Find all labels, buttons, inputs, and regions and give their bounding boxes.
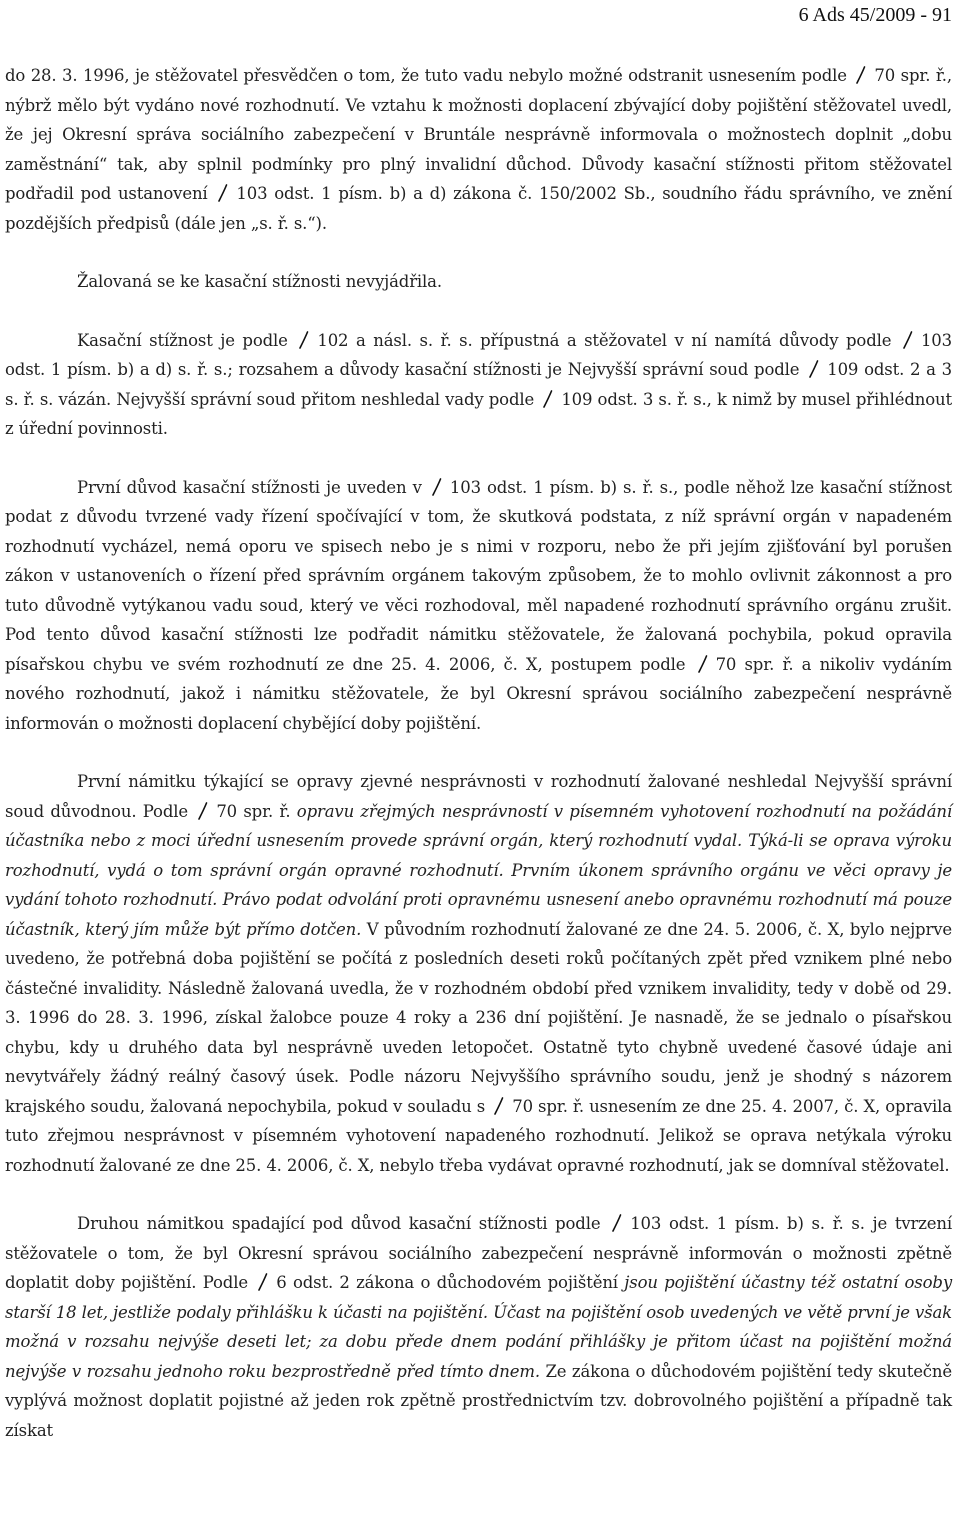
paragraph-sign-icon bbox=[611, 1214, 623, 1232]
paragraph-3 bbox=[5, 326, 952, 444]
quoted-statute-text: jsou pojištění účastny též ostatní osoby starší 18 let, jestliže podaly přihlášku k účasti na pojištění. Účast na pojištění osob uvedených ve větě první je však možná v rozsahu nejvýše deseti let; za dobu přede dnem podání přihlášky je přitom účast na pojištění možná nejvýše v rozsahu jednoho roku bezprostředně před tímto dnem. bbox=[5, 1273, 952, 1381]
body-text: 102 a násl. s. ř. s. přípustná a stěžovatel v ní namítá důvody podle bbox=[317, 330, 899, 350]
body-text: 103 odst. 1 písm. b) s. ř. s. je tvrzení stěžovatele o tom, že byl Okresní správou sociálního zabezpečení nesprávně informován o možnosti zpětně doplatit doby pojištění. Podle bbox=[5, 1214, 952, 1292]
body-text: Ze zákona o důchodovém pojištění tedy skutečně vyplývá možnost doplatit pojistné až jeden rok zpětně prostřednictvím tzv. dobrovolného pojištění a případně tak získat bbox=[5, 1361, 952, 1440]
body-text: 70 spr. ř., nýbrž mělo být vydáno nové rozhodnutí. Ve vztahu k možnosti doplacení zbývající doby pojištění stěžovatel uvedl, že jej Okresní správa sociálního zabezpečení v Bruntále nesprávně informovala o možnostech doplnit „dobu zaměstnání“ tak, aby splnil podmínky pro plný invalidní důchod. Důvody kasační stížnosti přitom stěžovatel podřadil pod ustanovení bbox=[5, 66, 952, 203]
paragraph-sign-icon bbox=[257, 1273, 269, 1291]
paragraph-sign-icon bbox=[697, 655, 709, 673]
paragraph-sign-icon bbox=[855, 66, 867, 84]
body-text: První důvod kasační stížnosti je uveden v bbox=[77, 477, 428, 497]
paragraph-sign-icon bbox=[298, 331, 310, 349]
body-text: Druhou námitkou spadající pod důvod kasační stížnosti podle bbox=[77, 1214, 609, 1233]
body-text: 109 odst. 2 a 3 s. ř. s. vázán. Nejvyšší správní soud přitom neshledal vady podle bbox=[5, 360, 952, 409]
body-text: První námitku týkající se opravy zjevné nesprávnosti v rozhodnutí žalované neshledal Nejvyšší správní soud důvodnou. Podle bbox=[5, 772, 952, 821]
paragraph-sign-icon bbox=[902, 331, 914, 349]
body-text: 103 odst. 1 písm. b) a d) zákona č. 150/2002 Sb., soudního řádu správního, ve znění pozdějších předpisů (dále jen „s. ř. s.“). bbox=[5, 184, 952, 233]
paragraph-sign-icon bbox=[431, 478, 443, 496]
quoted-statute-text: opravu zřejmých nesprávností v písemném vyhotovení rozhodnutí na požádání účastníka nebo z moci úřední usnesením provede správní orgán, který rozhodnutí vydal. Týká-li se oprava výroku rozhodnutí, vydá o tom správní orgán opravné rozhodnutí. Prvním úkonem správního orgánu ve věci opravy je vydání tohoto rozhodnutí. Právo podat odvolání proti opravnému usnesení anebo opravnému rozhodnutí má pouze účastník, který jím může být přímo dotčen. bbox=[5, 801, 952, 939]
paragraph-sign-icon bbox=[493, 1097, 505, 1115]
paragraph-5 bbox=[5, 767, 952, 1180]
body-text: 109 odst. 3 s. ř. s., k nimž by musel přihlédnout z úřední povinnosti. bbox=[5, 389, 952, 438]
body-text: 70 spr. ř. usnesením ze dne 25. 4. 2007, č. X, opravila tuto zřejmou nesprávnost v písemném vyhotovení napadeného rozhodnutí. Jelikož se oprava netýkala výroku rozhodnutí žalované ze dne 25. 4. 2006, č. X, nebylo třeba vydávat opravné rozhodnutí, jak se domníval stěžovatel. bbox=[5, 1096, 952, 1175]
body-text: Kasační stížnost je podle bbox=[77, 330, 296, 350]
body-text: 70 spr. ř. a nikoliv vydáním nového rozhodnutí, jakož i námitku stěžovatele, že byl Okresní správou sociálního zabezpečení nesprávně informován o možnosti doplacení chybějící doby pojištění. bbox=[5, 654, 952, 733]
body-text: 6 odst. 2 zákona o důchodovém pojištění bbox=[276, 1273, 625, 1292]
paragraph-2 bbox=[5, 267, 952, 297]
body-text: 103 odst. 1 písm. b) a d) s. ř. s.; rozsahem a důvody kasační stížnosti je Nejvyšší správní soud podle bbox=[5, 330, 952, 379]
paragraph-sign-icon bbox=[197, 802, 209, 820]
paragraph-6 bbox=[5, 1209, 952, 1445]
paragraph-1 bbox=[5, 61, 952, 238]
document-body bbox=[5, 61, 952, 1445]
body-text: V původním rozhodnutí žalované ze dne 24. 5. 2006, č. X, bylo nejprve uvedeno, že potřebná doba pojištění se počítá z posledních deseti roků počítaných zpět před vznikem plné nebo částečné invalidity. Následně žalovaná uvedla, že v rozhodném období před vznikem invalidity, tedy v době od 29. 3. 1996 do 28. 3. 1996, získal žalobce pouze 4 roky a 236 dní pojištění. Je nasnadě, že se jednalo o písařskou chybu, kdy u druhého data byl nesprávně uveden letopočet. Ostatně tyto chybně uvedené časové údaje ani nevytvářely žádný reálný časový úsek. Podle názoru Nejvyššího správního soudu, jenž je shodný s názorem krajského soudu, žalovaná nepochybila, pokud v souladu s bbox=[5, 919, 952, 1116]
paragraph-4 bbox=[5, 473, 952, 739]
body-text: 70 spr. ř. bbox=[216, 801, 297, 821]
body-text: do 28. 3. 1996, je stěžovatel přesvědčen o tom, že tuto vadu nebylo možné odstranit usnesením podle bbox=[5, 66, 853, 85]
document-citation: 6 Ads 45/2009 - 91 bbox=[798, 4, 952, 26]
paragraph-sign-icon bbox=[542, 390, 554, 408]
body-text: 103 odst. 1 písm. b) s. ř. s., podle něhož lze kasační stížnost podat z důvodu tvrzené vady řízení spočívající v tom, že skutková podstata, z níž správní orgán v napadeném rozhodnutí vycházel, nemá oporu ve spisech nebo je s nimi v rozporu, nebo že při jejím zjišťování byl porušen zákon v ustanoveních o řízení před správním orgánem takovým způsobem, že to mohlo ovlivnit zákonnost a pro tuto důvodně vytýkanou vadu soud, který ve věci rozhodoval, měl napadené rozhodnutí správního orgánu zrušit. Pod tento důvod kasační stížnosti lze podřadit námitku stěžovatele, že žalovaná pochybila, pokud opravila písařskou chybu ve svém rozhodnutí ze dne 25. 4. 2006, č. X, postupem podle bbox=[5, 477, 953, 674]
paragraph-sign-icon bbox=[808, 360, 820, 378]
paragraph-sign-icon bbox=[217, 184, 229, 202]
body-text: Žalovaná se ke kasační stížnosti nevyjádřila. bbox=[77, 272, 442, 291]
